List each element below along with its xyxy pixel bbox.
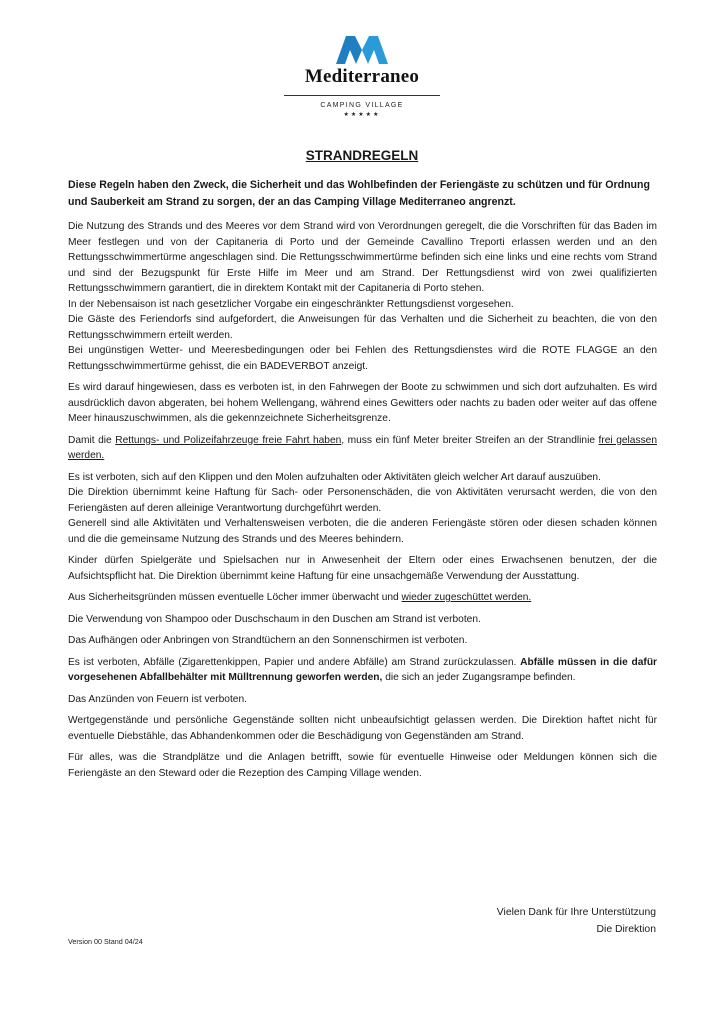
page-title: STRANDREGELN bbox=[305, 148, 419, 163]
logo-subtitle: CAMPING VILLAGE bbox=[320, 102, 404, 109]
text-fragment: Aus Sicherheitsgründen müssen eventuelle Löcher immer überwacht und bbox=[68, 592, 402, 603]
text-fragment: , muss ein fünf Meter breiter Streifen an der Strandlinie bbox=[341, 434, 599, 446]
paragraph-disturbance: Generell sind alle Aktivitäten und Verhaltensweisen verboten, die die anderen Feriengäste stören oder diesen schaden können und die die gemeinsame Nutzung des Strands und des Meeres behindern. bbox=[68, 518, 657, 545]
bold-text: Abfälle müssen in die dafür vorgesehenen Abfallbehälter mit Mülltrennung geworfen werden, bbox=[68, 656, 658, 683]
signature-line: Die Direktion bbox=[596, 923, 656, 935]
mountains-logo-icon bbox=[336, 36, 388, 64]
thanks-line: Vielen Dank für Ihre Unterstützung bbox=[496, 907, 656, 918]
paragraph-boat-lanes: Es wird darauf hingewiesen, dass es verboten ist, in den Fahrwegen der Boote zu schwimmen und sich dort aufzuhalten. Es wird ausdrücklich davon abgeraten, bei hohem Wellengang, während eines Gewitters oder nachts zu baden oder weiter auf das offene Meer hinauszuschwimmen, als die gekennzeichnete Sicherheitsgrenze. bbox=[68, 382, 657, 424]
underlined-text: wieder zugeschüttet werden. bbox=[401, 592, 532, 603]
paragraph-liability: Die Direktion übernimmt keine Haftung für Sach- oder Personenschäden, die von Aktivitäten verursacht werden, die von den Feriengästen auf deren alleinige Verantwortung durchgeführt werden. bbox=[68, 487, 657, 514]
version-footer: Version 00 Stand 04/24 bbox=[68, 937, 143, 946]
logo bbox=[284, 36, 440, 118]
paragraph-off-season: In der Nebensaison ist nach gesetzlicher Vorgabe ein eingeschränkter Rettungsdienst vorgesehen. bbox=[68, 298, 514, 310]
underlined-text: Rettungs- und Polizeifahrzeuge freie Fahrt haben bbox=[115, 434, 342, 446]
logo-stars: ★★★★★ bbox=[343, 112, 381, 118]
paragraph-shampoo: Die Verwendung von Shampoo oder Duschschaum in den Duschen am Strand ist verboten. bbox=[68, 613, 481, 625]
logo-divider bbox=[284, 95, 440, 96]
paragraph-instructions: Die Gäste des Feriendorfs sind aufgefordert, die Anweisungen für das Verhalten und die Sicherheit zu beachten, die von den Rettungsschwimmern erteilt werden. bbox=[68, 314, 657, 341]
paragraph-red-flag: Bei ungünstigen Wetter- und Meeresbedingungen oder bei Fehlen des Rettungsdienstes wird die ROTE FLAGGE an den Rettungsschwimmertürme gehisst, die ein BADEVERBOT anzeigt. bbox=[68, 345, 657, 372]
intro-paragraph: Diese Regeln haben den Zweck, die Sicherheit und das Wohlbefinden der Feriengäste zu schützen und für Ordnung und Sauberkeit am Strand zu sorgen, der an das Camping Village Mediterraneo angrenzt. bbox=[68, 179, 650, 208]
text-fragment: Es ist verboten, Abfälle (Zigarettenkippen, Papier und andere Abfälle) am Strand zurückzulassen. bbox=[68, 656, 521, 668]
underlined-text: frei gelassen werden. bbox=[68, 434, 657, 461]
paragraph-fire: Das Anzünden von Feuern ist verboten. bbox=[68, 693, 247, 705]
text-fragment: die sich an jeder Zugangsrampe befinden. bbox=[382, 672, 576, 683]
paragraph-valuables: Wertgegenstände und persönliche Gegenstände sollten nicht unbeaufsichtigt gelassen werden. Die Direktion haftet nicht für eventuelle Diebstähle, das Abhandenkommen oder die Beschädigung von Gegenständen am Strand. bbox=[68, 715, 657, 742]
paragraph-contact: Für alles, was die Strandplätze und die Anlagen betrifft, sowie für eventuelle Hinweise oder Meldungen können sich die Feriengäste an den Steward oder die Rezeption des Camping Village wenden. bbox=[68, 752, 657, 779]
paragraph-children: Kinder dürfen Spielgeräte und Spielsachen nur in Anwesenheit der Eltern oder eines Erwachsenen benutzen, der die Aufsichtspflicht hat. Die Direktion übernimmt keine Haftung für eine unsachgemäße Verwendung der Ausstattung. bbox=[68, 555, 657, 582]
paragraph-waste bbox=[68, 655, 657, 686]
paragraph-emergency-lane bbox=[68, 433, 657, 464]
paragraph-towels: Das Aufhängen oder Anbringen von Strandtüchern an den Sonnenschirmen ist verboten. bbox=[68, 635, 468, 646]
logo-name: Mediterraneo bbox=[304, 66, 420, 87]
closing bbox=[356, 905, 656, 938]
paragraph-holes bbox=[68, 590, 657, 606]
paragraph-cliffs: Es ist verboten, sich auf den Klippen und den Molen aufzuhalten oder Aktivitäten gleich welcher Art darauf auszuüben. bbox=[68, 471, 601, 483]
rules-body bbox=[68, 219, 657, 787]
text-fragment: Damit die bbox=[68, 434, 116, 446]
paragraph-regulations: Die Nutzung des Strands und des Meeres vor dem Strand wird von Verordnungen geregelt, die die Vorschriften für das Baden im Meer festlegen und von der Capitaneria di Porto und der Gemeinde Cavallino Treporti erlassen werden und an den Rettungsschwimmertürme angeschlagen sind. Die Rettungsschwimmertürme befinden sich eine links und eine rechts vom Strand und sind der Bezugspunkt für Erste Hilfe im Meer und am Strand. Der Rettungsdienst wird von zwei qualifizierten Rettungsschwimmern garantiert, die in direktem Kontakt mit der Capitaneria di Porto stehen. bbox=[68, 221, 657, 294]
